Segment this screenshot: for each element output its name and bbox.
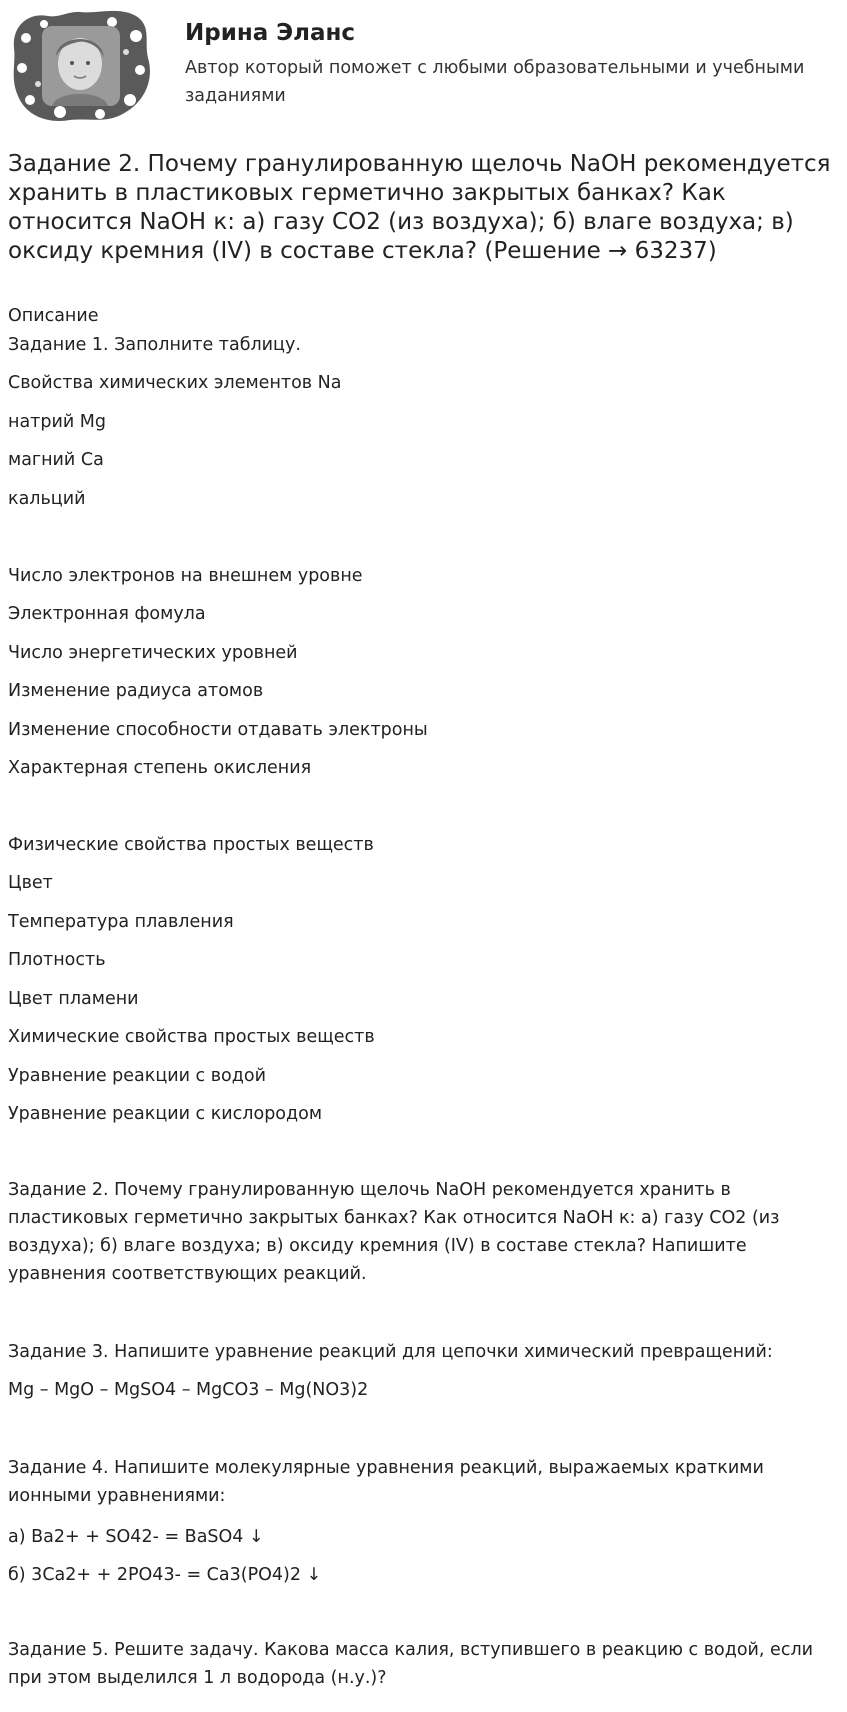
table-row: Уравнение реакции с кислородом — [8, 1104, 323, 1124]
task-1-heading: Задание 1. Заполните таблицу. — [8, 335, 301, 355]
table-row: Уравнение реакции с водой — [8, 1066, 266, 1086]
table-row: кальций — [8, 489, 86, 509]
task-2-paragraph: Задание 2. Почему гранулированную щелочь NaOH рекомендуется хранить в пластиковых герметично закрытых банках? Как относится NaOH к: а) газу CO2 (из воздуха); б) влаге воздуха; в) оксиду кремния (IV) в составе стекла? Напишите уравнения соответствующих реакций. — [8, 1180, 780, 1284]
author-name[interactable]: Ирина Эланс — [185, 20, 356, 46]
table-row: Температура плавления — [8, 912, 234, 932]
author-card — [8, 8, 838, 128]
author-avatar[interactable] — [8, 8, 156, 126]
table-row: Химические свойства простых веществ — [8, 1027, 375, 1047]
description-heading: Описание — [8, 306, 99, 326]
table-row: натрий Mg — [8, 412, 106, 432]
task-4-paragraph: Задание 4. Напишите молекулярные уравнения реакций, выражаемых краткими ионными уравнениями: — [8, 1458, 764, 1506]
table-row: Свойства химических элементов Na — [8, 373, 342, 393]
task-3-heading: Задание 3. Напишите уравнение реакций для цепочки химический превращений: — [8, 1342, 773, 1362]
reaction-chain: Mg – MgO – MgSO4 – MgCO3 – Mg(NO3)2 — [8, 1380, 369, 1400]
ionic-equation-b: б) 3Ca2+ + 2PO43- = Ca3(PO4)2 ↓ — [8, 1565, 322, 1585]
table-row: Изменение радиуса атомов — [8, 681, 264, 701]
table-row: магний Ca — [8, 450, 104, 470]
table-row: Число энергетических уровней — [8, 643, 298, 663]
table-row: Число электронов на внешнем уровне — [8, 566, 363, 586]
task-5-paragraph: Задание 5. Решите задачу. Какова масса калия, вступившего в реакцию с водой, если при этом выделился 1 л водорода (н.у.)? — [8, 1640, 813, 1688]
table-row: Цвет пламени — [8, 989, 139, 1009]
ionic-equation-a: а) Ba2+ + SO42- = BaSO4 ↓ — [8, 1527, 264, 1547]
table-row: Плотность — [8, 950, 106, 970]
table-row: Цвет — [8, 873, 53, 893]
table-row: Изменение способности отдавать электроны — [8, 720, 428, 740]
page-title: Задание 2. Почему гранулированную щелочь NaOH рекомендуется хранить в пластиковых герметично закрытых банках? Как относится NaOH к: а) газу CO2 (из воздуха); б) влаге воздуха; в) оксиду кремния (IV) в составе стекла? (Решение → 63237) — [8, 151, 831, 264]
table-row: Характерная степень окисления — [8, 758, 312, 778]
table-row: Электронная фомула — [8, 604, 206, 624]
table-row: Физические свойства простых веществ — [8, 835, 374, 855]
author-description: Автор который поможет с любыми образовательными и учебными заданиями — [185, 58, 805, 106]
